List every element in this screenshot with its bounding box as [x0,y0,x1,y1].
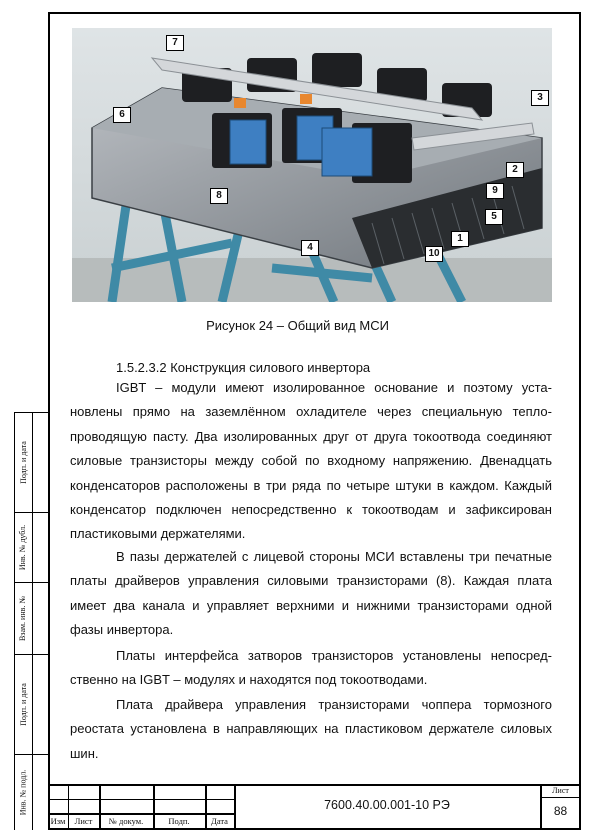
tb-sheet-number: 88 [553,804,568,818]
tb-podp: Подп. [168,816,190,826]
stamp-inv-dubl: Инв. № дубл. [18,524,28,570]
callout-5: 5 [485,209,503,225]
paragraph-4: Плата драйвера управления транзисторами чоппера тормозного реостата установлена в направляющих на пластиковом держателе силовых шин. [70,697,552,761]
msi-photo [72,28,552,302]
paragraph-2: В пазы держателей с лицевой стороны МСИ вставлены три печатные платы драйверов управления силовыми транзисторами (8). Каждая плата имеет два канала и управляет верхними и нижними транзисторами одной фазы инвертора. [70,549,552,638]
tb-sheet-label: Лист [552,786,569,795]
tb-designation: 7600.40.00.001-10 РЭ [324,798,450,812]
callout-1: 1 [451,231,469,247]
figure-caption: Рисунок 24 – Общий вид МСИ [206,318,389,333]
callout-2: 2 [506,162,524,178]
callout-8: 8 [210,188,228,204]
paragraph-3: Платы интерфейса затворов транзисторов установлены непосредственно на IGBT – модулях и находятся под токоотводами. [70,648,552,688]
stamp-vzam-inv: Взам. инв. № [18,595,28,641]
tb-doc-no: № докум. [108,816,144,826]
side-stamp [14,412,48,830]
tb-list: Лист [74,816,93,826]
callout-3: 3 [531,90,549,106]
tb-izm: Изм [50,816,66,826]
stamp-podp-data-bottom: Подп. и дата [18,682,28,726]
callout-9: 9 [486,183,504,199]
section-heading: 1.5.2.3.2 Конструкция силового инвертора [116,360,371,375]
callout-10: 10 [425,246,443,262]
callout-6: 6 [113,107,131,123]
paragraph-1: IGBT – модули имеют изолированное основание и поэтому установлены прямо на заземлённом охладителе через специальную теплопроводящую пасту. Два изолированных друг от друга токоотвода соединяют силовые транзисторы между собой по входному напряжению. Двенадцать конденсаторов расположены в три ряда по четыре штуки в каждом. Каждый конденсатор подключен непосредственно к токоотводам и зафиксирован пластиковыми держателями. [70,380,552,542]
title-block [48,784,581,830]
callout-4: 4 [301,240,319,256]
tb-data: Дата [211,816,228,826]
stamp-inv-podl: Инв. № подл. [18,769,28,815]
callout-7: 7 [166,35,184,51]
stamp-podp-data-top: Подп. и дата [18,440,28,484]
